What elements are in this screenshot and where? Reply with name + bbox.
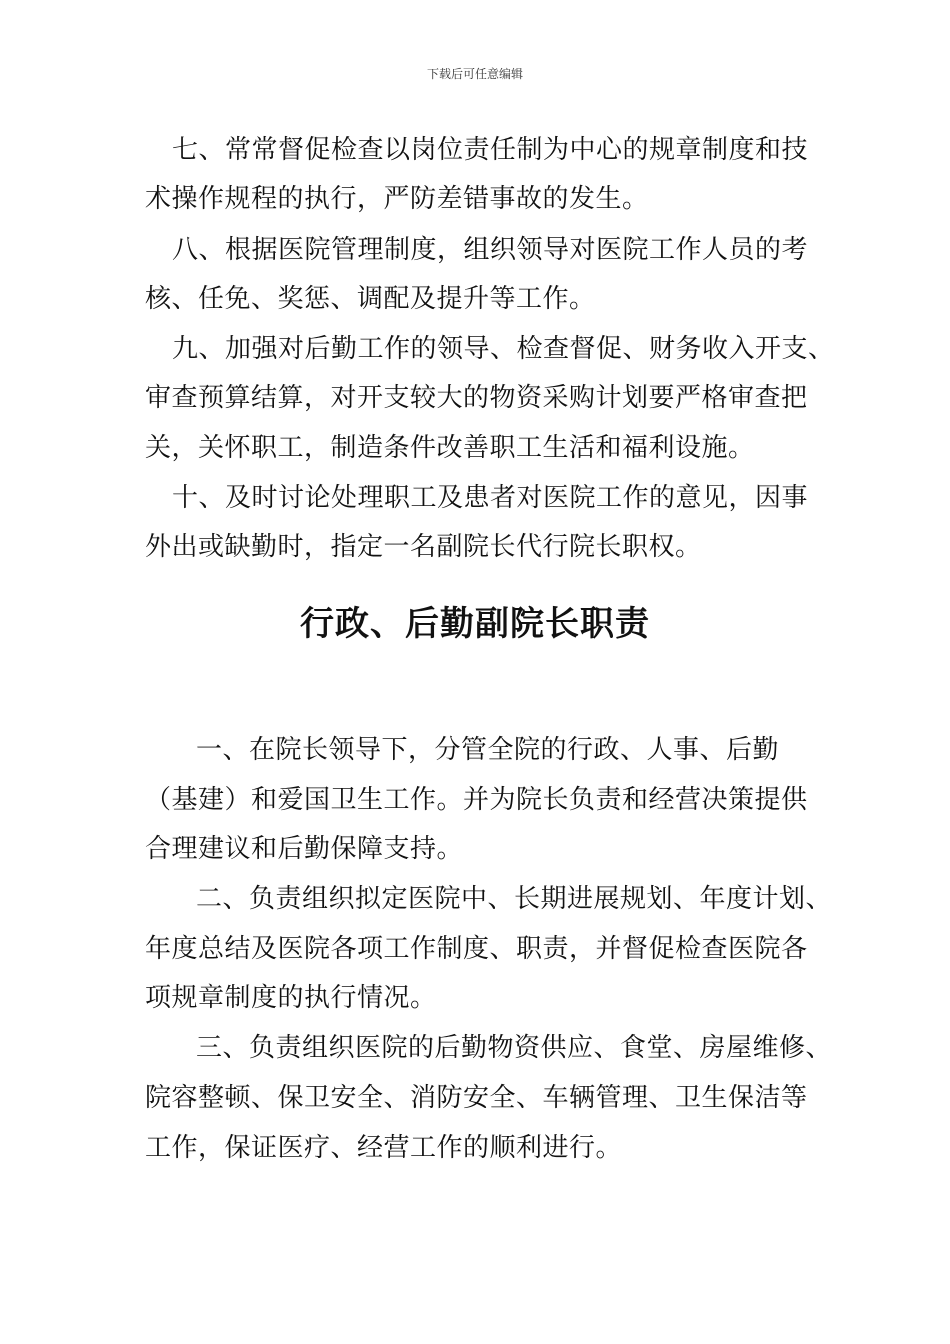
paragraph-line: 核、任免、奖惩、调配及提升等工作。 <box>145 284 596 314</box>
paragraph-line: 工作，保证医疗、经营工作的顺利进行。 <box>145 1133 623 1163</box>
paragraph-line: 八、根据医院管理制度，组织领导对医院工作人员的考 <box>172 235 809 265</box>
paragraph-line: 一、在院长领导下，分管全院的行政、人事、后勤 <box>196 735 780 765</box>
paragraph-line: 关，关怀职工，制造条件改善职工生活和福利设施。 <box>145 433 755 463</box>
section-title: 行政、后勤副院长职责 <box>300 604 650 644</box>
paragraph-line: 二、负责组织拟定医院中、长期进展规划、年度计划、 <box>196 884 833 914</box>
paragraph-line: 外出或缺勤时，指定一名副院长代行院长职权。 <box>145 532 702 562</box>
paragraph-line: 院容整顿、保卫安全、消防安全、车辆管理、卫生保洁等 <box>145 1083 808 1113</box>
page-header-note: 下载后可任意编辑 <box>426 67 523 81</box>
paragraph-line: 七、常常督促检查以岗位责任制为中心的规章制度和技 <box>172 135 809 165</box>
paragraph-line: 审查预算结算，对开支较大的物资采购计划要严格审查把 <box>145 383 808 413</box>
paragraph-line: 十、及时讨论处理职工及患者对医院工作的意见，因事 <box>172 483 809 513</box>
paragraph-line: 年度总结及医院各项工作制度、职责，并督促检查医院各 <box>145 934 808 964</box>
paragraph-line: 术操作规程的执行，严防差错事故的发生。 <box>145 184 649 214</box>
paragraph-line: 项规章制度的执行情况。 <box>145 983 437 1013</box>
paragraph-line: （基建）和爱国卫生工作。并为院长负责和经营决策提供 <box>145 785 808 815</box>
paragraph-line: 三、负责组织医院的后勤物资供应、食堂、房屋维修、 <box>196 1033 833 1063</box>
paragraph-line: 合理建议和后勤保障支持。 <box>145 834 464 864</box>
paragraph-line: 九、加强对后勤工作的领导、检查督促、财务收入开支、 <box>172 334 835 364</box>
